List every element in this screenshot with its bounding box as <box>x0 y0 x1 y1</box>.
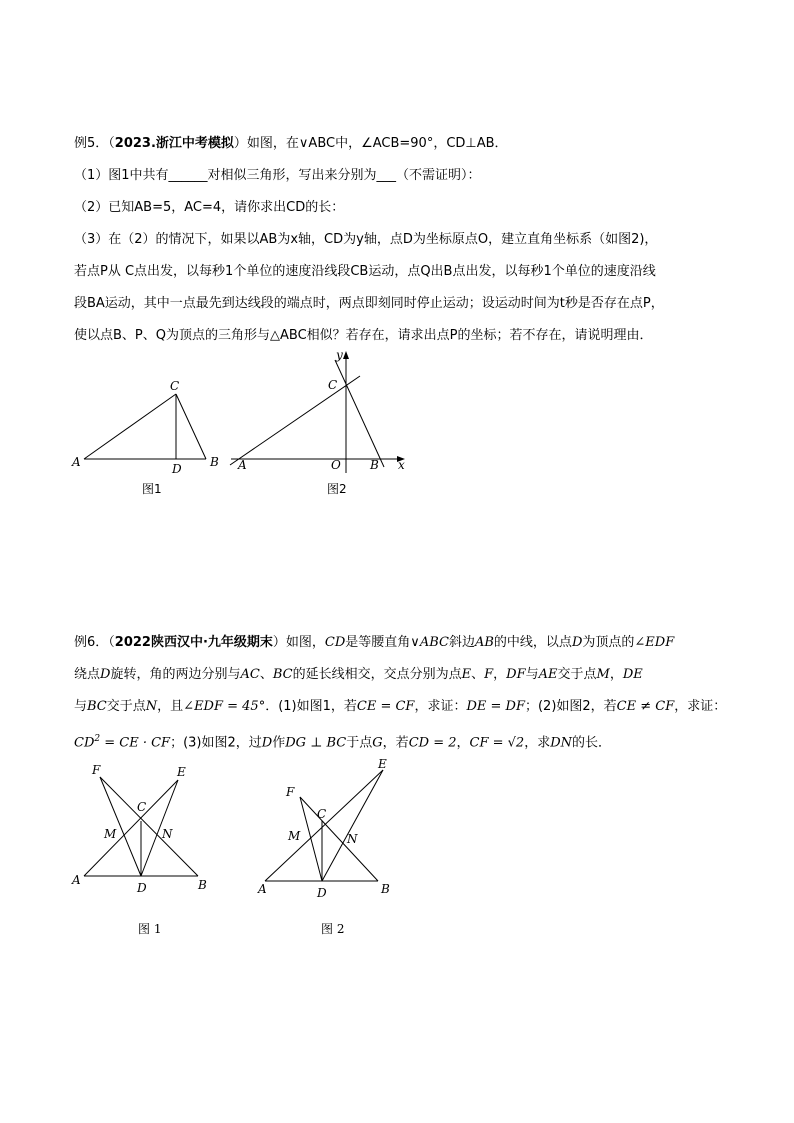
math: F <box>484 667 494 682</box>
text: 交于点 <box>557 667 597 682</box>
text: ， <box>493 667 507 682</box>
text: ．(1)如图1，若 <box>265 699 357 714</box>
label-b: B <box>198 878 207 892</box>
ex6-source: 2022陕西汉中·九年级期末 <box>114 635 273 650</box>
text: ，求证： <box>674 699 727 714</box>
label-m: M <box>104 827 117 841</box>
label-e: E <box>177 765 186 779</box>
math: D <box>261 735 273 751</box>
label-x: x <box>398 458 405 472</box>
label-o: O <box>331 458 341 472</box>
ex6-figure-1 <box>64 758 214 898</box>
ex6-line-4 <box>74 731 611 751</box>
ex5-q1: （1）图1中共有______对相似三角形，写出来分别为___（不需证明）： <box>74 168 481 183</box>
ex6-line-1 <box>74 635 674 651</box>
text: ；(3)如图2，过 <box>170 735 262 751</box>
math: CD <box>324 635 346 650</box>
line-ac <box>230 376 360 465</box>
label-y: y <box>336 348 343 362</box>
ex6-fig1-caption: 图 1 <box>138 922 162 936</box>
text: 旋转，角的两边分别与 <box>110 667 241 682</box>
label-n: N <box>162 827 173 841</box>
label-d: D <box>317 886 327 900</box>
math: N <box>145 699 158 714</box>
math: BC <box>272 667 293 682</box>
ex5-q2: （2）已知AB=5，AC=4，请你求出CD的长： <box>74 200 345 215</box>
text: ，求证： <box>414 699 467 714</box>
ex5-prefix: 例5．（ <box>74 136 115 151</box>
label-b: B <box>381 882 390 896</box>
text: ；(2)如图2，若 <box>524 699 617 714</box>
label-c: C <box>170 379 180 393</box>
text: 、 <box>259 667 273 682</box>
label-a: A <box>72 873 81 887</box>
math: CE = CF <box>356 699 415 714</box>
ex6-prefix: 例6．（ <box>74 635 115 650</box>
text: 作 <box>272 735 286 751</box>
ex5-q3-line2: 若点P从 C点出发，以每秒1个单位的速度沿线段CB运动，点Q出B点出发，以每秒1个单位的速度沿线 <box>74 264 656 279</box>
text: ，且 <box>157 699 184 714</box>
line-ae <box>265 770 383 881</box>
text: 的中线，以点 <box>493 635 572 650</box>
math: CD = 2 <box>408 735 457 751</box>
math: CD <box>74 735 95 751</box>
text: 斜边 <box>448 635 475 650</box>
segment-bc <box>176 394 206 459</box>
ex6-line-2 <box>74 667 643 683</box>
math: M <box>596 667 610 682</box>
math: BC <box>87 699 107 714</box>
ex5-figure-2 <box>225 345 415 475</box>
math: G <box>372 735 383 751</box>
math: D <box>571 635 583 650</box>
text: 的延长线相交，交点分别为点 <box>292 667 462 682</box>
ex5-figure-1 <box>68 375 228 475</box>
text: ， <box>609 667 623 682</box>
math: DN <box>550 735 573 751</box>
ex5-q3-line3: 段BA运动，其中一点最先到达线段的端点时，两点即刻同时停止运动；设运动时间为t秒是否存在点P， <box>74 296 664 311</box>
math: ABC <box>419 635 449 650</box>
ex5-q3-line4: 使以点B、P、Q为顶点的三角形与△ABC相似？若存在，请求出点P的坐标；若不存在，请说明理由． <box>74 328 653 343</box>
label-a: A <box>238 458 247 472</box>
math: ∠EDF <box>634 635 675 650</box>
ex5-q3-line1: （3）在（2）的情况下，如果以AB为x轴，CD为y轴，点D为坐标原点O，建立直角坐标系（如图2)， <box>74 232 658 247</box>
math: E <box>461 667 472 682</box>
label-a: A <box>72 455 81 469</box>
segment-de <box>322 770 383 881</box>
text: 是等腰直角∨ <box>345 635 420 650</box>
label-m: M <box>288 829 301 843</box>
math: CF = √2 <box>469 735 525 751</box>
label-d: D <box>137 881 147 895</box>
text: 于点 <box>346 735 373 751</box>
text: 、 <box>471 667 485 682</box>
label-c: C <box>328 378 338 392</box>
text: ， <box>456 735 470 751</box>
math: DG ⊥ BC <box>285 735 347 751</box>
y-axis-arrow <box>343 351 349 359</box>
text: 与 <box>525 667 539 682</box>
text: ，求 <box>524 735 551 751</box>
label-b: B <box>370 458 379 472</box>
text: 为顶点的 <box>582 635 635 650</box>
math: = CE · CF <box>100 735 171 751</box>
math: DE = DF <box>466 699 525 714</box>
math: AB <box>474 635 494 650</box>
text: 与 <box>74 699 88 714</box>
math: ∠EDF = 45° <box>183 699 266 714</box>
math: DE <box>622 667 643 682</box>
line-bf <box>300 797 378 881</box>
ex5-source: 2023.浙江中考模拟 <box>114 136 234 151</box>
label-a: A <box>258 882 267 896</box>
label-n: N <box>347 832 358 846</box>
ex6-fig2-caption: 图 2 <box>321 922 345 936</box>
math: AC <box>240 667 260 682</box>
math: D <box>100 667 111 682</box>
label-b: B <box>210 455 219 469</box>
math: 2 <box>94 734 101 744</box>
text: ）如图， <box>272 635 325 650</box>
label-f: F <box>92 763 101 777</box>
text: 交于点 <box>106 699 146 714</box>
label-d: D <box>172 462 182 475</box>
text: ，若 <box>382 735 409 751</box>
math: CE ≠ CF <box>616 699 675 714</box>
math: DF <box>506 667 526 682</box>
ex5-fig2-caption: 图2 <box>327 482 347 496</box>
text: 绕点 <box>74 667 101 682</box>
label-c: C <box>317 807 327 821</box>
label-e: E <box>378 757 387 771</box>
segment-ac <box>84 394 176 459</box>
math: AE <box>538 667 558 682</box>
ex5-fig1-caption: 图1 <box>142 482 162 496</box>
label-c: C <box>137 800 147 814</box>
ex6-figure-2 <box>250 756 400 901</box>
ex6-line-3 <box>74 699 726 715</box>
text: 的长． <box>572 735 612 751</box>
ex5-title <box>74 136 508 152</box>
ex5-head: ）如图，在∨ABC中，∠ACB=90°，CD⊥AB． <box>233 136 508 151</box>
label-f: F <box>286 785 295 799</box>
